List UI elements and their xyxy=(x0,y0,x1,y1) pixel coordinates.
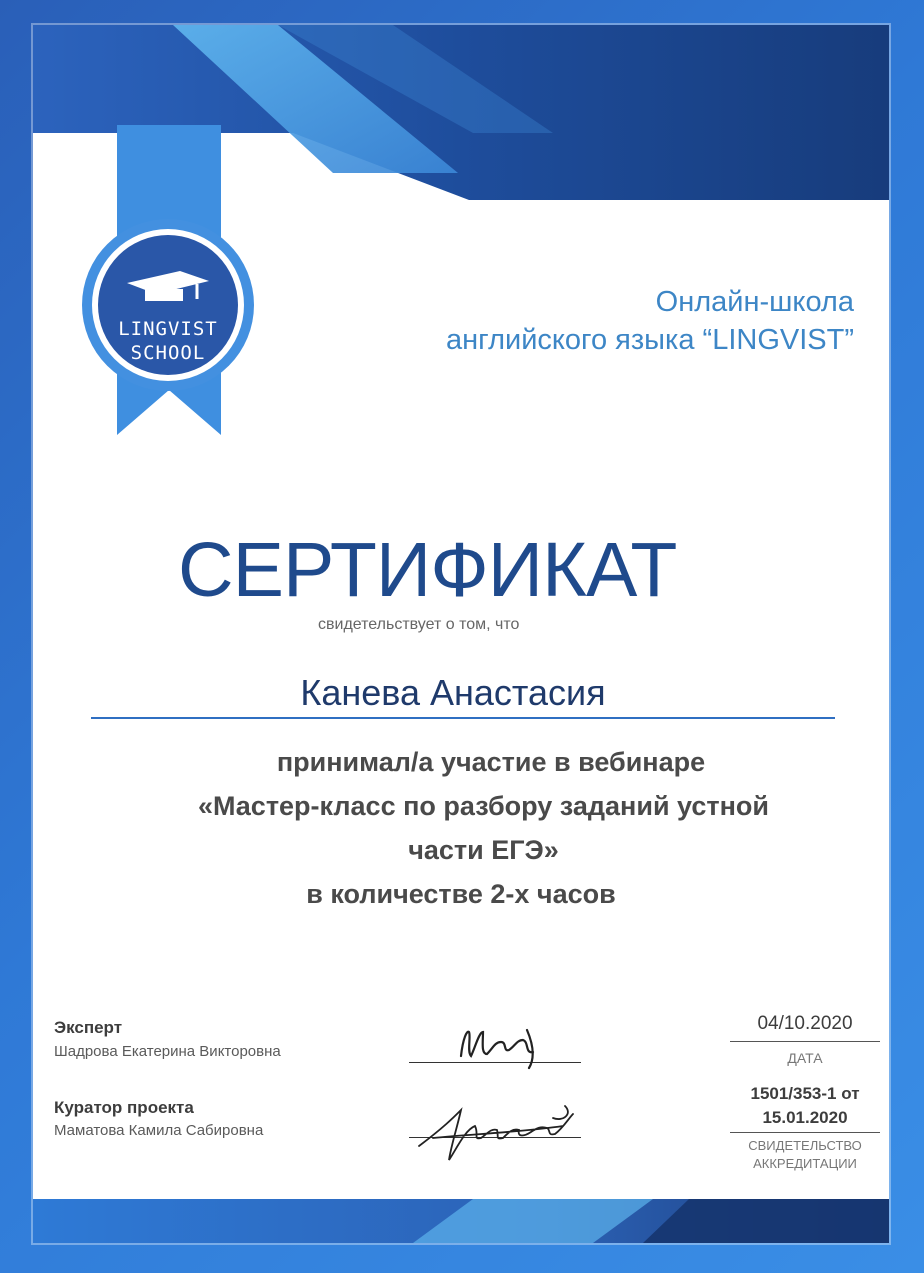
accreditation-underline xyxy=(730,1132,880,1133)
expert-signature xyxy=(453,1018,573,1070)
body-line-3: части ЕГЭ» xyxy=(408,835,559,865)
accreditation-label-line-2: АККРЕДИТАЦИИ xyxy=(753,1156,857,1171)
logo-text xyxy=(80,317,256,369)
certificate-subheading: свидетельствует о том, что xyxy=(318,616,520,633)
school-title-line-1: Онлайн-школа xyxy=(655,286,854,318)
logo-line-2: SCHOOL xyxy=(130,342,206,364)
expert-role: Эксперт xyxy=(54,1018,123,1037)
expert-name: Шадрова Екатерина Викторовна xyxy=(54,1043,281,1060)
school-title xyxy=(446,283,854,359)
body-line-4: в количестве 2-х часов xyxy=(306,879,616,909)
graduation-cap-icon xyxy=(125,267,211,307)
curator-signature xyxy=(413,1088,583,1168)
accreditation-label-line-1: СВИДЕТЕЛЬСТВО xyxy=(748,1138,862,1153)
body-line-1: принимал/а участие в вебинаре xyxy=(276,747,706,777)
certificate-frame xyxy=(33,25,889,1243)
bottom-decoration xyxy=(33,1191,889,1243)
school-title-line-2: английского языка “LINGVIST” xyxy=(446,324,854,356)
accreditation-number-line-1: 1501/353-1 от xyxy=(750,1084,860,1103)
date-label: ДАТА xyxy=(787,1050,823,1066)
recipient-name: Канева Анастасия xyxy=(300,672,606,713)
certificate-body xyxy=(33,740,889,916)
date-underline xyxy=(730,1041,880,1042)
curator-name: Маматова Камила Сабировна xyxy=(54,1122,264,1139)
recipient-underline xyxy=(91,717,835,719)
certificate-heading: СЕРТИФИКАТ xyxy=(178,527,677,613)
accreditation-number-line-2: 15.01.2020 xyxy=(762,1108,848,1127)
logo-line-1: LINGVIST xyxy=(118,318,218,340)
certificate-date: 04/10.2020 xyxy=(757,1013,853,1034)
body-line-2: «Мастер-класс по разбору заданий устной xyxy=(197,791,770,821)
curator-role: Куратор проекта xyxy=(54,1098,194,1117)
